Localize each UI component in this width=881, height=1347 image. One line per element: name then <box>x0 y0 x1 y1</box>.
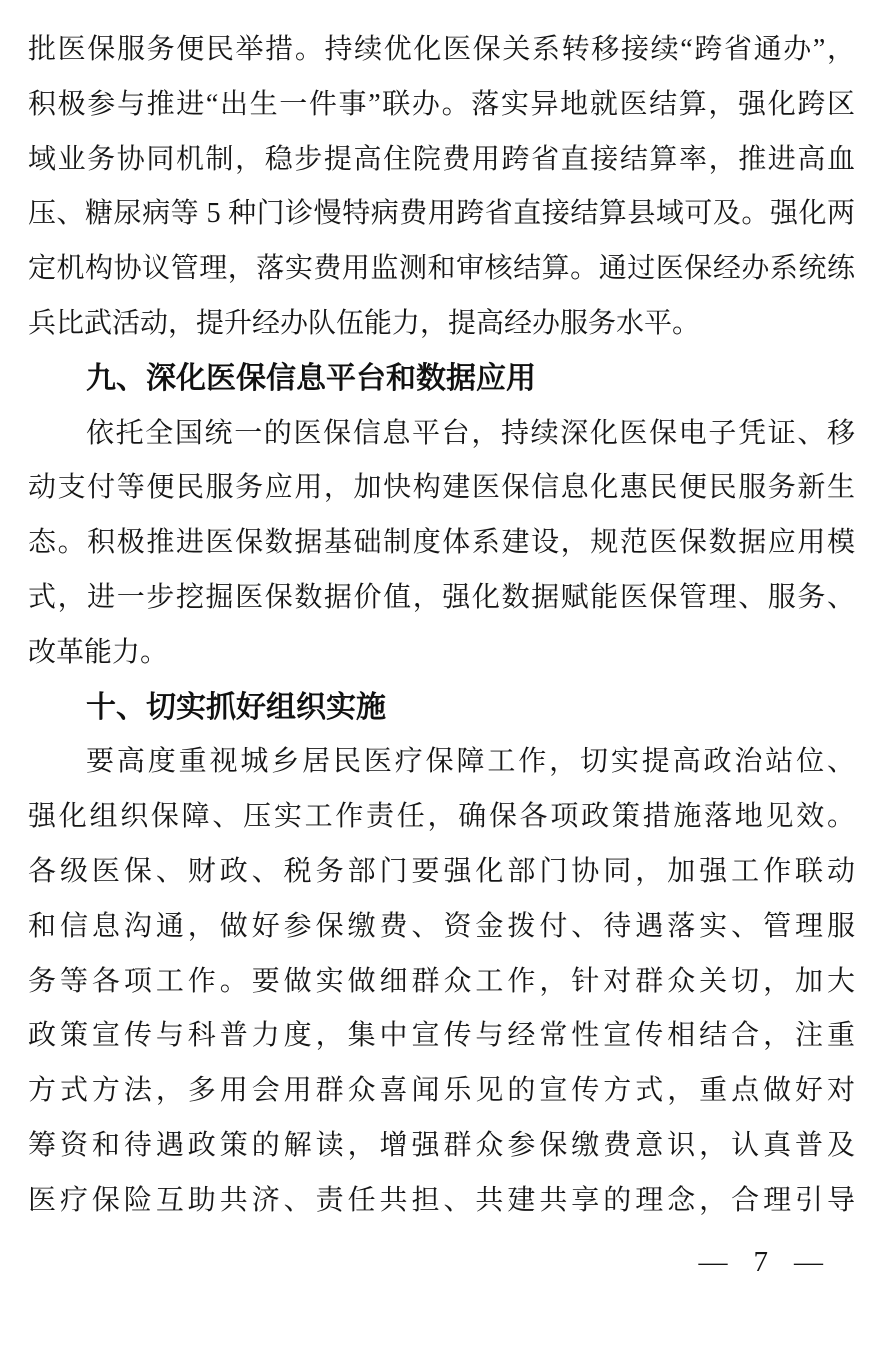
body-line: 筹资和待遇政策的解读，增强群众参保缴费意识，认真普及 <box>28 1129 855 1161</box>
body-line: 务等各项工作。要做实做细群众工作，针对群众关切，加大 <box>28 965 855 997</box>
body-line: 强化组织保障、压实工作责任，确保各项政策措施落地见效。 <box>28 801 855 833</box>
body-line: 批医保服务便民举措。持续优化医保关系转移接续“跨省通办”， <box>28 34 855 65</box>
body-line: 动支付等便民服务应用，加快构建医保信息化惠民便民服务新生 <box>28 472 855 504</box>
body-line: 政策宣传与科普力度，集中宣传与经常性宣传相结合，注重 <box>28 1020 855 1052</box>
page-footer <box>0 1235 881 1290</box>
body-line: 积极参与推进“出生一件事”联办。落实异地就医结算，强化跨区 <box>28 88 855 120</box>
footer-dash-left: — <box>698 1245 728 1278</box>
body-line: 各级医保、财政、税务部门要强化部门协同，加强工作联动 <box>28 855 855 887</box>
section-heading-9: 九、深化医保信息平台和数据应用 <box>86 361 536 395</box>
body-line: 式，进一步挖掘医保数据价值，强化数据赋能医保管理、服务、 <box>28 581 855 613</box>
body-line: 方式方法，多用会用群众喜闻乐见的宣传方式，重点做好对 <box>28 1075 855 1107</box>
page-number: 7 <box>753 1245 768 1278</box>
body-line: 要高度重视城乡居民医疗保障工作，切实提高政治站位、 <box>86 746 855 778</box>
body-line: 定机构协议管理，落实费用监测和审核结算。通过医保经办系统练 <box>28 253 855 285</box>
section-heading-10: 十、切实抓好组织实施 <box>86 690 386 724</box>
body-line: 态。积极推进医保数据基础制度体系建设，规范医保数据应用模 <box>28 527 855 559</box>
body-line: 域业务协同机制，稳步提高住院费用跨省直接结算率，推进高血 <box>28 143 855 175</box>
body-line: 医疗保险互助共济、责任共担、共建共享的理念，合理引导 <box>28 1184 855 1216</box>
body-line: 改革能力。 <box>28 636 169 668</box>
body-line: 和信息沟通，做好参保缴费、资金拨付、待遇落实、管理服 <box>28 910 855 942</box>
body-line: 压、糖尿病等 5 种门诊慢特病费用跨省直接结算县域可及。强化两 <box>28 198 855 230</box>
footer-dash-right: — <box>794 1245 823 1278</box>
body-line: 依托全国统一的医保信息平台，持续深化医保电子凭证、移 <box>86 417 855 449</box>
body-line: 兵比武活动，提升经办队伍能力，提高经办服务水平。 <box>28 307 701 339</box>
